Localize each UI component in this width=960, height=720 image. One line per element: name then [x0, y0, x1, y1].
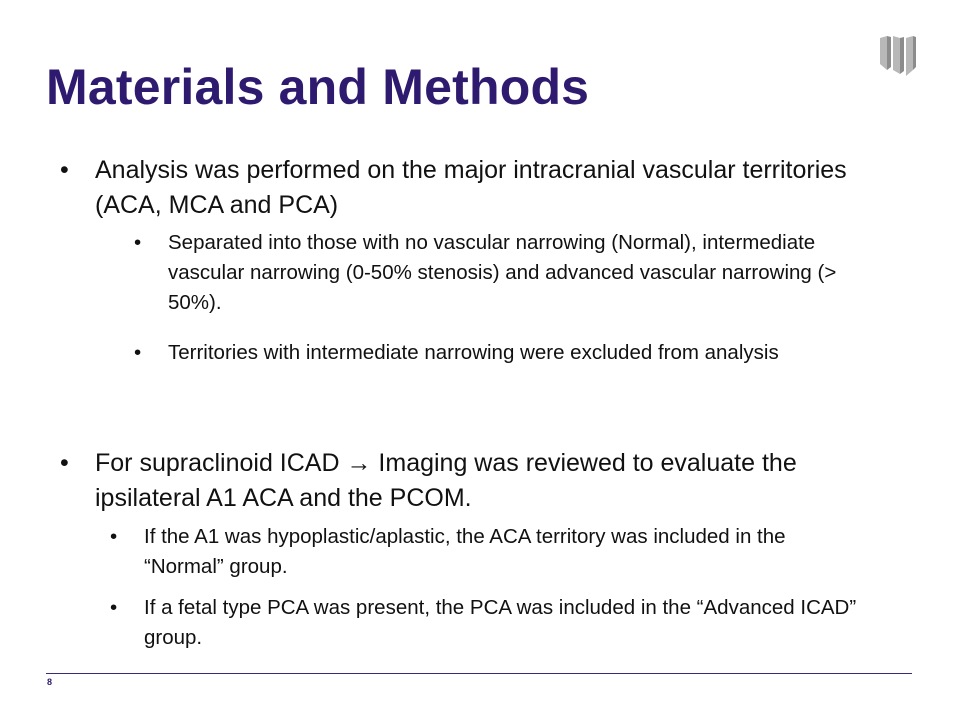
sub-bullet-item: [134, 338, 894, 368]
sub-bullet-item: [134, 228, 894, 318]
sub-bullet-dot: •: [134, 231, 142, 254]
slide-title: Materials and Methods: [46, 59, 590, 115]
sub-bullet-text: If the A1 was hypoplastic/aplastic, the ACA territory was included in the “Normal” group.: [144, 525, 786, 578]
bullet-text: Analysis was performed on the major intracranial vascular territories (ACA, MCA and PCA): [95, 156, 847, 219]
sub-bullet-text: Separated into those with no vascular narrowing (Normal), intermediate vascular narrowing (0-50% stenosis) and advanced vascular narrowing (> 50%).: [168, 231, 837, 314]
sub-bullet-item: [110, 593, 870, 653]
footer-divider: [46, 673, 912, 674]
sub-bullet-dot: •: [110, 596, 118, 619]
sub-bullet-item: [110, 522, 870, 582]
page-number: 8: [47, 677, 53, 687]
sub-bullet-dot: •: [110, 525, 118, 548]
bullet-text: For supraclinoid ICAD → Imaging was reviewed to evaluate the ipsilateral A1 ACA and the PCOM.: [95, 449, 797, 512]
sub-bullet-text: If a fetal type PCA was present, the PCA was included in the “Advanced ICAD” group.: [144, 596, 857, 649]
bullet-item: [60, 446, 890, 516]
sub-bullet-text: Territories with intermediate narrowing were excluded from analysis: [168, 341, 779, 364]
university-logo-icon: [878, 34, 918, 78]
bullet-item: [60, 153, 890, 223]
bullet-dot: •: [60, 449, 69, 477]
sub-bullet-dot: •: [134, 341, 142, 364]
bullet-dot: •: [60, 156, 69, 184]
